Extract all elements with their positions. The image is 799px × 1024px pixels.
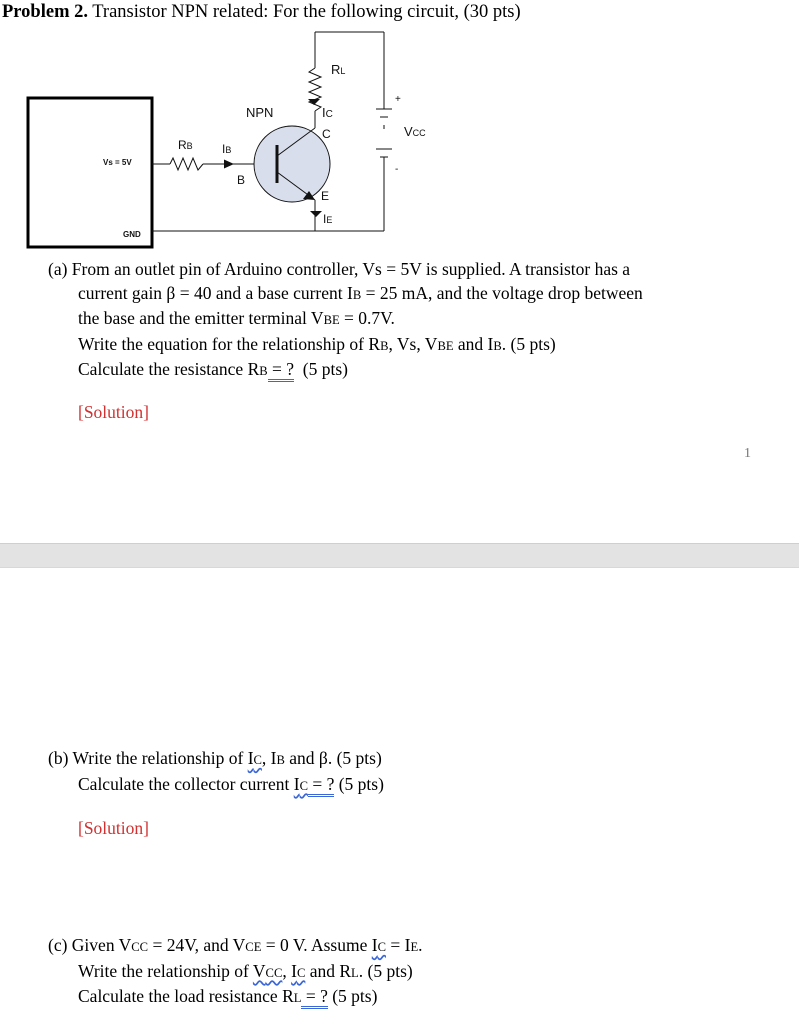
part-c-line-2: Write the relationship of VCC, IC and RL. (5 pts)	[78, 960, 413, 981]
problem-title	[2, 2, 521, 23]
ic-term: IC	[247, 748, 262, 768]
vs-label: Vs = 5V	[103, 158, 132, 167]
vcc-term: VCC	[252, 960, 283, 981]
part-c-line-3: Calculate the load resistance RL = ? (5 pts)	[48, 985, 423, 1011]
vcc-plus: +	[395, 94, 401, 105]
c-label: C	[322, 127, 331, 141]
solution-a-label: [Solution]	[78, 402, 149, 422]
part-a-line-4: Write the equation for the relationship of RB, Vs, VBE and IB. (5 pts)	[78, 333, 556, 354]
arduino-box	[28, 98, 152, 247]
b-label: B	[237, 173, 246, 187]
part-c-question	[48, 934, 423, 1011]
page-break	[0, 543, 799, 568]
ie-label: IE	[323, 212, 333, 226]
ic-label: IC	[322, 105, 333, 120]
problem-description: Transistor NPN related: For the following circuit, (30 pts)	[87, 2, 521, 22]
part-b-question	[48, 747, 384, 798]
ic-term: IC	[371, 935, 386, 955]
rl-resistor	[309, 68, 321, 111]
part-b-line-2: Calculate the collector current IC = ? (5 pts)	[48, 773, 384, 799]
rl-label: RL	[331, 62, 346, 77]
part-c-line-1: (c) Given VCC = 24V, and VCE = 0 V. Assume IC = IE.	[48, 935, 423, 955]
e-label: E	[321, 189, 330, 203]
ic-term: IC	[291, 960, 306, 981]
part-a-line-1: (a) From an outlet pin of Arduino controller, Vs = 5V is supplied. A transistor has a	[48, 259, 631, 279]
part-a-line-3: the base and the emitter terminal VBE = 0.7V.	[78, 308, 395, 328]
page-number: 1	[744, 446, 751, 461]
part-a-line-2: current gain β = 40 and a base current IB = 25 mA, and the voltage drop between	[78, 282, 643, 303]
ie-arrow	[310, 211, 322, 217]
vcc-minus: -	[395, 164, 399, 175]
gnd-label: GND	[123, 230, 141, 239]
circuit-diagram	[0, 28, 460, 258]
part-b-line-1: (b) Write the relationship of IC, IB and β. (5 pts)	[48, 748, 382, 768]
part-a-line-5: Calculate the resistance RB = ? (5 pts)	[48, 358, 643, 384]
transistor-body	[254, 126, 330, 202]
rb-label: RB	[178, 138, 193, 152]
npn-label: NPN	[246, 105, 274, 120]
rb-resistor	[170, 158, 203, 170]
ib-label: IB	[222, 142, 232, 156]
vcc-label: VCC	[404, 124, 426, 139]
problem-number: Problem 2.	[2, 2, 88, 22]
solution-b-label: [Solution]	[78, 818, 149, 838]
ic-term: IC	[293, 773, 308, 794]
part-a-question	[48, 258, 643, 384]
